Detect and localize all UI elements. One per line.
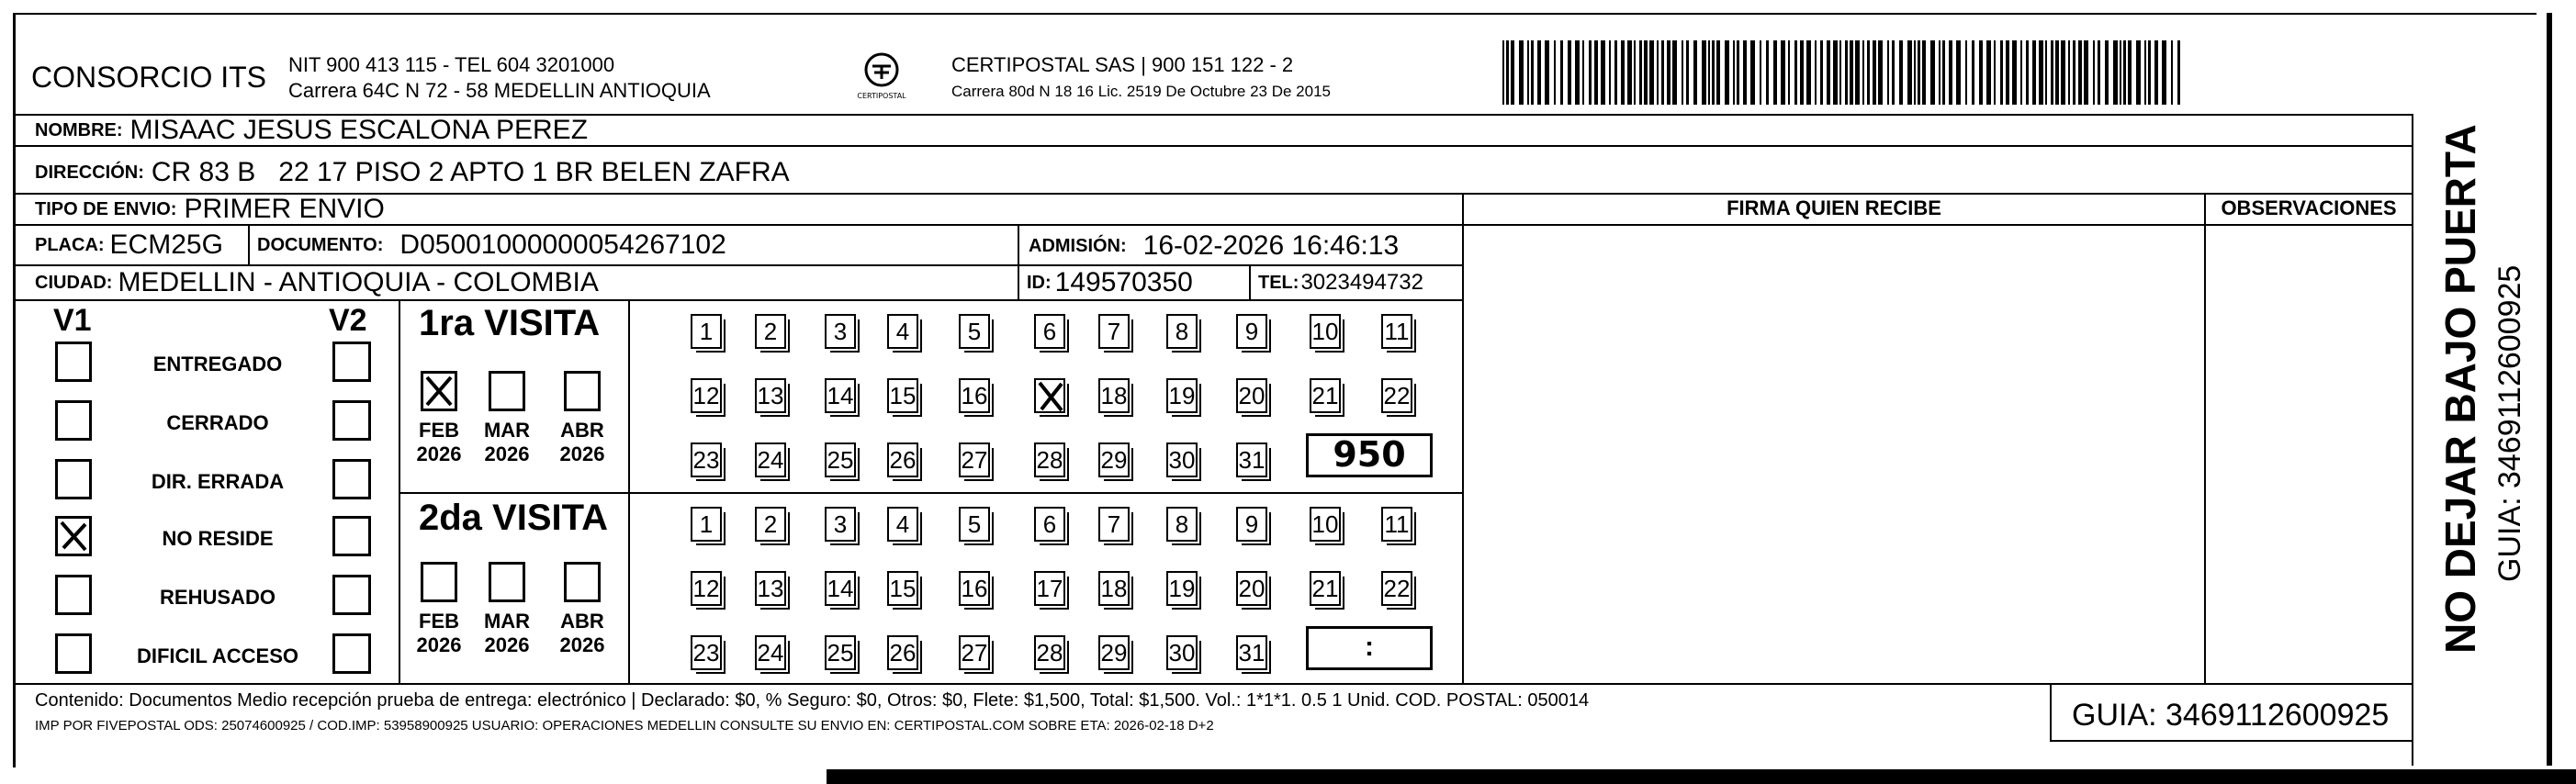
month-label: FEB 2026 [416,610,462,656]
day-checkbox[interactable]: 31 [1236,635,1267,670]
day-checkbox[interactable]: 28 [1034,442,1065,477]
day-checkbox[interactable]: 20 [1236,571,1267,606]
day-checkbox[interactable]: 30 [1166,635,1198,670]
name-label: NOMBRE: [35,119,123,140]
month-checkbox[interactable] [489,562,525,602]
tel-number: 3023494732 [1300,270,1423,295]
day-checkbox[interactable]: 2 [755,314,786,349]
v1-checkbox[interactable] [55,400,92,441]
x-mark-icon [423,374,455,409]
carrier-address: Carrera 80d N 18 16 Lic. 2519 De Octubre 23 De 2015 [951,83,1331,100]
day-checkbox[interactable]: 22 [1381,571,1412,606]
month-checkbox[interactable] [421,371,457,411]
form-bottom-edge [827,769,2576,784]
admission-label: ADMISIÓN: [1029,235,1127,256]
day-checkbox[interactable]: 6 [1034,314,1065,349]
day-checkbox[interactable]: 14 [825,378,856,413]
day-checkbox[interactable]: 17 [1034,571,1065,606]
day-checkbox[interactable] [1034,378,1065,413]
day-checkbox[interactable]: 10 [1310,314,1341,349]
day-checkbox[interactable]: 23 [691,635,722,670]
day-checkbox[interactable]: 12 [691,571,722,606]
company-address: Carrera 64C N 72 - 58 MEDELLIN ANTIOQUIA [288,79,711,102]
day-checkbox[interactable]: 25 [825,442,856,477]
day-checkbox[interactable]: 5 [959,507,990,542]
v2-checkbox[interactable] [332,342,371,382]
v2-checkbox[interactable] [332,575,371,615]
v2-checkbox[interactable] [332,516,371,556]
v1-checkbox[interactable] [55,342,92,382]
first-visit-label: 1ra VISITA [419,303,601,343]
day-checkbox[interactable]: 23 [691,442,722,477]
day-checkbox[interactable]: 13 [755,378,786,413]
second-visit-time-box[interactable]: : [1306,626,1433,670]
footer-guia: GUIA: 3469112600925 [2072,698,2390,733]
id-label: ID: [1027,272,1052,293]
month-checkbox[interactable] [564,371,601,411]
day-checkbox[interactable]: 1 [691,314,722,349]
status-label: NO RESIDE [162,527,274,550]
company-name: CONSORCIO ITS [31,61,267,94]
day-checkbox[interactable]: 3 [825,507,856,542]
day-checkbox[interactable]: 26 [887,442,918,477]
day-checkbox[interactable]: 29 [1098,635,1130,670]
send-type-label: TIPO DE ENVIO: [35,198,177,219]
month-label: ABR 2026 [559,610,605,656]
observaciones-label: OBSERVACIONES [2221,196,2397,219]
tel-label: TEL: [1258,272,1299,293]
month-label: FEB 2026 [416,419,462,465]
day-checkbox[interactable]: 4 [887,507,918,542]
day-checkbox[interactable]: 12 [691,378,722,413]
address-label: DIRECCIÓN: [35,162,144,183]
day-checkbox[interactable]: 11 [1381,314,1412,349]
logo-text: CERTIPOSTAL [857,92,906,100]
day-checkbox[interactable]: 25 [825,635,856,670]
carrier-name: CERTIPOSTAL SAS | 900 151 122 - 2 [951,53,1294,76]
day-checkbox[interactable]: 10 [1310,507,1341,542]
day-checkbox[interactable]: 31 [1236,442,1267,477]
company-nit-tel: NIT 900 413 115 - TEL 604 3201000 [288,53,615,76]
status-label: REHUSADO [160,586,276,609]
v1-checkbox[interactable] [55,459,92,499]
day-checkbox[interactable]: 4 [887,314,918,349]
v2-label: V2 [329,303,367,338]
month-label: MAR 2026 [483,419,531,465]
plate-label: PLACA: [35,234,105,255]
x-mark-icon [58,519,89,554]
day-checkbox[interactable]: 6 [1034,507,1065,542]
v1-checkbox[interactable] [55,516,92,556]
day-checkbox[interactable]: 15 [887,571,918,606]
day-checkbox[interactable]: 16 [959,571,990,606]
day-checkbox[interactable]: 19 [1166,571,1198,606]
month-checkbox[interactable] [421,562,457,602]
day-checkbox[interactable]: 26 [887,635,918,670]
send-type: PRIMER ENVIO [184,194,385,224]
day-checkbox[interactable]: 21 [1310,571,1341,606]
day-checkbox[interactable]: 2 [755,507,786,542]
day-checkbox[interactable]: 9 [1236,314,1267,349]
status-label: DIFICIL ACCESO [136,644,298,667]
city-label: CIUDAD: [35,272,113,293]
status-label: CERRADO [166,411,269,434]
v1-checkbox[interactable] [55,575,92,615]
admission-datetime: 16-02-2026 16:46:13 [1142,230,1400,261]
day-checkbox[interactable]: 9 [1236,507,1267,542]
id-number: 149570350 [1054,267,1193,297]
day-checkbox[interactable]: 18 [1098,378,1130,413]
warning-text: NO DEJAR BAJO PUERTA [2436,124,2484,654]
day-checkbox[interactable]: 27 [959,442,990,477]
day-checkbox[interactable]: 16 [959,378,990,413]
footer-content: Contenido: Documentos Medio recepción prueba de entrega: electrónico | Declarado: $0, % Seguro: $0, Otros: $0, Flete: $1,500, Total: $1,500. Vol.: 1*1*1. 0.5 1 Unid. COD. POSTAL: 050014 [35,690,1590,711]
month-checkbox[interactable] [564,562,601,602]
day-checkbox[interactable]: 8 [1166,507,1198,542]
day-checkbox[interactable]: 27 [959,635,990,670]
day-checkbox[interactable]: 11 [1381,507,1412,542]
day-checkbox[interactable]: 7 [1098,314,1130,349]
first-visit-time-box[interactable]: 950 [1306,433,1433,477]
day-checkbox[interactable]: 24 [755,442,786,477]
day-checkbox[interactable]: 21 [1310,378,1341,413]
day-checkbox[interactable]: 28 [1034,635,1065,670]
recipient-address: CR 83 B 22 17 PISO 2 APTO 1 BR BELEN ZAFRA [151,157,790,187]
day-checkbox[interactable]: 15 [887,378,918,413]
day-checkbox[interactable]: 5 [959,314,990,349]
document-label: DOCUMENTO: [257,234,384,255]
v2-checkbox[interactable] [332,400,371,441]
status-label: DIR. ERRADA [151,470,285,493]
day-checkbox[interactable]: 20 [1236,378,1267,413]
status-label: ENTREGADO [152,353,283,375]
day-checkbox[interactable]: 1 [691,507,722,542]
month-label: MAR 2026 [483,610,531,656]
certipostal-logo [856,48,907,103]
x-mark-icon [1036,380,1065,413]
day-checkbox[interactable]: 13 [755,571,786,606]
form-right-edge [2547,13,2552,766]
barcode [1502,40,2182,105]
day-checkbox[interactable]: 19 [1166,378,1198,413]
side-guia: GUIA: 3469112600925 [2492,264,2527,582]
day-checkbox[interactable]: 8 [1166,314,1198,349]
document-number: D05001000000054267102 [399,230,726,260]
footer-print-info: IMP POR FIVEPOSTAL ODS: 25074600925 / COD.IMP: 53958900925 USUARIO: OPERACIONES MEDELLIN CONSULTE SU ENVIO EN: CERTIPOSTAL.COM SOBRE ETA: 2026-02-18 D+2 [35,718,1214,734]
v2-checkbox[interactable] [332,633,371,674]
firma-label: FIRMA QUIEN RECIBE [1727,196,1941,219]
month-label: ABR 2026 [559,419,605,465]
second-visit-label: 2da VISITA [419,498,608,538]
day-checkbox[interactable]: 3 [825,314,856,349]
day-checkbox[interactable]: 30 [1166,442,1198,477]
v1-label: V1 [53,303,92,338]
day-checkbox[interactable]: 22 [1381,378,1412,413]
day-checkbox[interactable]: 29 [1098,442,1130,477]
month-checkbox[interactable] [489,371,525,411]
recipient-name: MISAAC JESUS ESCALONA PEREZ [129,115,589,145]
day-checkbox[interactable]: 24 [755,635,786,670]
v1-checkbox[interactable] [55,633,92,674]
plate: ECM25G [109,230,223,260]
v2-checkbox[interactable] [332,459,371,499]
day-checkbox[interactable]: 7 [1098,507,1130,542]
city: MEDELLIN - ANTIOQUIA - COLOMBIA [118,267,599,297]
day-checkbox[interactable]: 18 [1098,571,1130,606]
day-checkbox[interactable]: 14 [825,571,856,606]
